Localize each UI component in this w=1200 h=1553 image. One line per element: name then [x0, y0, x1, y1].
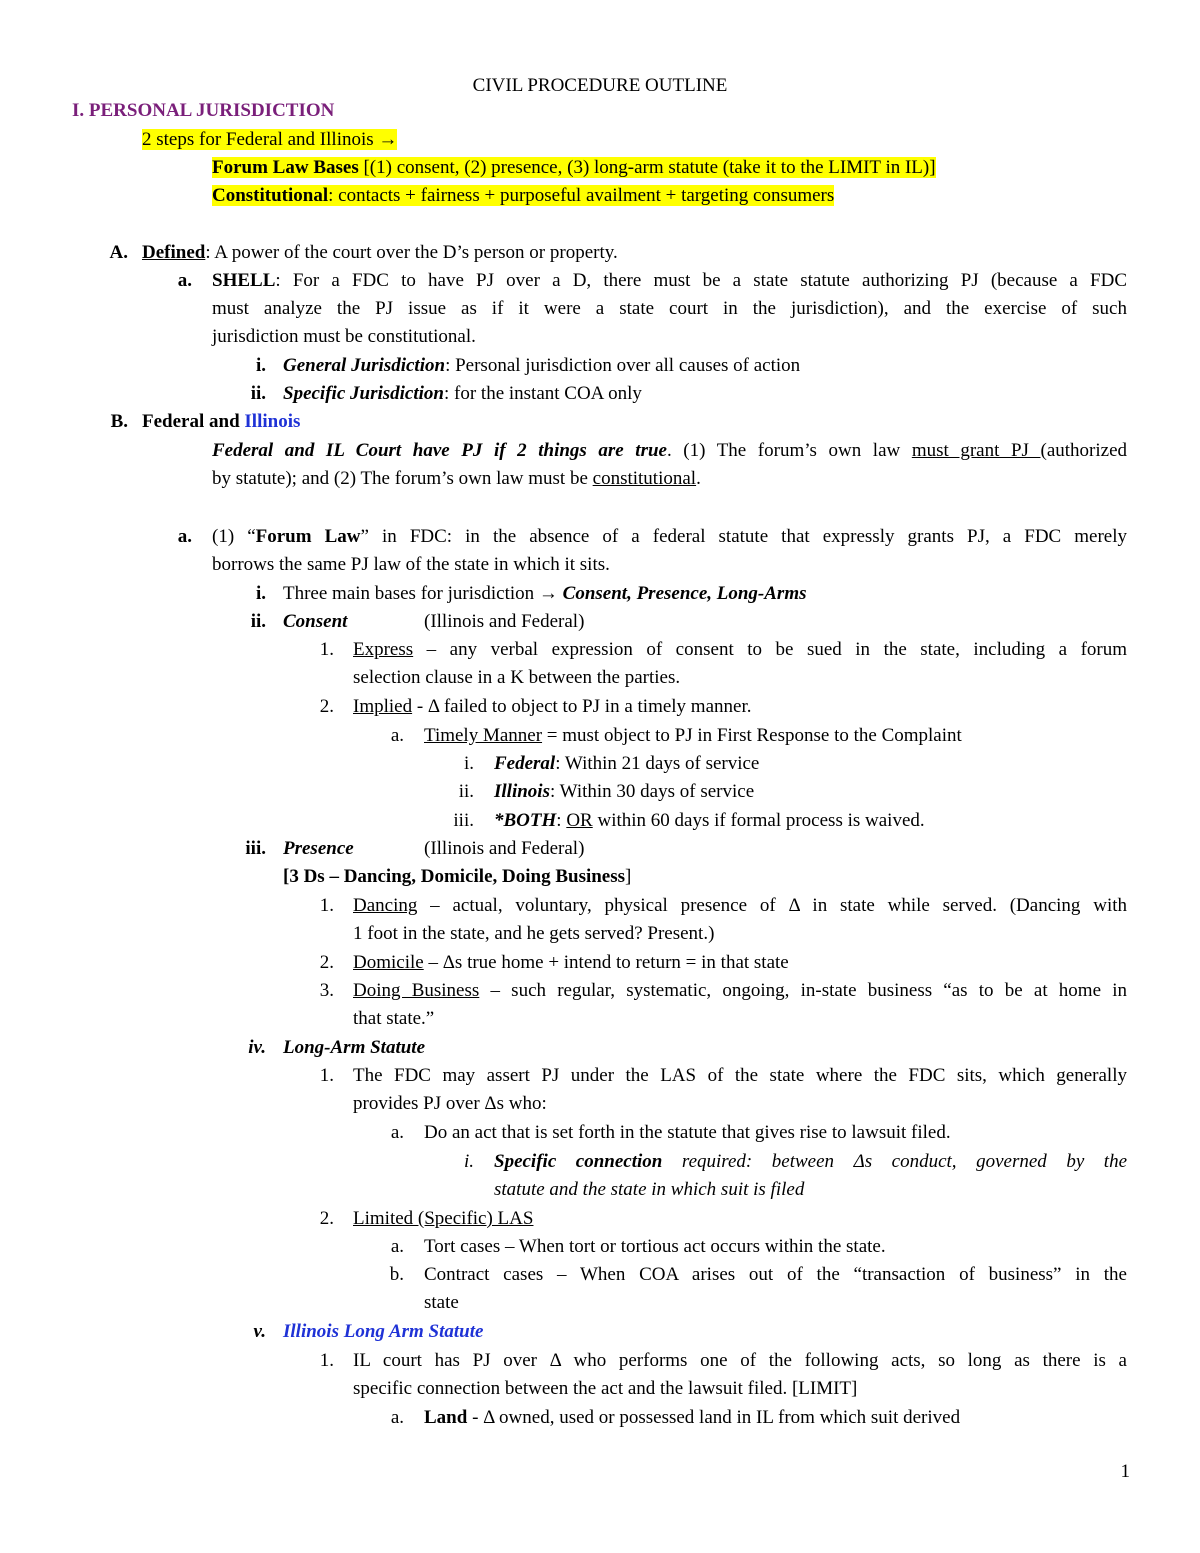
shell-line-3: jurisdiction must be constitutional.: [212, 326, 476, 347]
marker-domicile: 2.: [319, 952, 334, 973]
il-las-line-1: IL court has PJ over Δ who performs one of the following acts, so long as there is a: [353, 1350, 1127, 1371]
marker-long-arm: iv.: [248, 1037, 266, 1058]
specific-jurisdiction: Specific Jurisdiction: for the instant COA only: [283, 383, 642, 404]
long-arm-heading: Long-Arm Statute: [283, 1037, 425, 1058]
limited-las: Limited (Specific) LAS: [353, 1208, 534, 1229]
specific-connection-line-2: statute and the state in which suit is filed: [494, 1179, 805, 1200]
page-number: 1: [1120, 1461, 1130, 1482]
las-act-line: Do an act that is set forth in the statute that gives rise to lawsuit filed.: [424, 1122, 951, 1143]
marker-doing-business: 3.: [319, 980, 334, 1001]
federal-timing: Federal: Within 21 days of service: [494, 753, 760, 774]
land-line: Land - Δ owned, used or possessed land in IL from which suit derived: [424, 1407, 961, 1428]
contract-cases-line-2: state: [424, 1292, 459, 1313]
specific-connection-line-1: Specific connection required: between Δs conduct, governed by the: [494, 1151, 1127, 1172]
shell-line-1: SHELL: For a FDC to have PJ over a D, there must be a state statute authorizing PJ (because a FDC: [212, 270, 1127, 291]
marker-contract: b.: [389, 1264, 404, 1285]
marker-timely: a.: [390, 725, 404, 746]
domicile-line: Domicile – Δs true home + intend to return = in that state: [353, 952, 789, 973]
consent-paren: (Illinois and Federal): [424, 611, 585, 632]
forum-law-bases: Forum Law Bases [(1) consent, (2) presence, (3) long-arm statute (take it to the LIMIT in IL)]: [212, 157, 936, 178]
three-ds: [3 Ds – Dancing, Domicile, Doing Business]: [283, 866, 632, 887]
presence-paren: (Illinois and Federal): [424, 838, 585, 859]
both-timing: *BOTH: OR within 60 days if formal process is waived.: [494, 810, 925, 831]
document-title: CIVIL PROCEDURE OUTLINE: [472, 75, 728, 96]
marker-both: iii.: [453, 810, 474, 831]
federal-il-paragraph-2: by statute); and (2) The forum’s own law must be constitutional.: [212, 468, 701, 489]
forum-law-line-1: (1) “Forum Law” in FDC: in the absence of a federal statute that expressly grants PJ, a FDC merely: [212, 526, 1128, 547]
forum-law-line-2: borrows the same PJ law of the state in which it sits.: [212, 554, 610, 575]
dancing-line-1: Dancing – actual, voluntary, physical presence of Δ in state while served. (Dancing with: [353, 895, 1127, 916]
marker-las-1: 1.: [319, 1065, 334, 1086]
presence-heading: Presence: [283, 838, 354, 859]
express-line-2: selection clause in a K between the parties.: [353, 667, 681, 688]
dancing-line-2: 1 foot in the state, and he gets served? Present.): [353, 923, 715, 944]
il-las-line-2: specific connection between the act and the lawsuit filed. [LIMIT]: [353, 1378, 858, 1399]
marker-a-shell: a.: [177, 270, 192, 291]
marker-specific: ii.: [250, 383, 266, 404]
marker-il-long-arm: v.: [253, 1321, 266, 1342]
marker-B: B.: [110, 411, 128, 432]
marker-illinois: ii.: [458, 781, 474, 802]
marker-specific-connection: i.: [463, 1151, 474, 1172]
general-jurisdiction: General Jurisdiction: Personal jurisdiction over all causes of action: [283, 355, 801, 376]
three-bases: Three main bases for jurisdiction → Consent, Presence, Long-Arms: [283, 583, 807, 604]
marker-federal: i.: [463, 753, 474, 774]
marker-presence: iii.: [245, 838, 266, 859]
timely-manner-line: Timely Manner = must object to PJ in First Response to the Complaint: [424, 725, 962, 746]
express-line-1: Express – any verbal expression of consent to be sued in the state, including a forum: [353, 639, 1127, 660]
marker-las-1a: a.: [390, 1122, 404, 1143]
marker-consent: ii.: [250, 611, 266, 632]
marker-il-las-1: 1.: [319, 1350, 334, 1371]
right-arrow-icon: →: [538, 583, 558, 604]
marker-general: i.: [255, 355, 266, 376]
marker-limited-las: 2.: [319, 1208, 334, 1229]
tort-cases: Tort cases – When tort or tortious act occurs within the state.: [424, 1236, 886, 1257]
doing-business-line-1: Doing Business – such regular, systematic, ongoing, in-state business “as to be at home in: [353, 980, 1127, 1001]
consent-heading: Consent: [283, 611, 348, 632]
section-heading: I. PERSONAL JURISDICTION: [72, 100, 335, 121]
marker-implied: 2.: [319, 696, 334, 717]
las-line-1: The FDC may assert PJ under the LAS of the state where the FDC sits, which generally: [353, 1065, 1127, 1086]
federal-il-paragraph-1: Federal and IL Court have PJ if 2 things are true. (1) The forum’s own law must grant PJ (authorized: [212, 440, 1128, 461]
las-line-2: provides PJ over Δs who:: [353, 1093, 547, 1114]
illinois-timing: Illinois: Within 30 days of service: [494, 781, 755, 802]
shell-line-2: must analyze the PJ issue as if it were a state court in the jurisdiction), and the exercise of such: [212, 298, 1127, 319]
marker-three-bases: i.: [255, 583, 266, 604]
marker-forum-law: a.: [177, 526, 192, 547]
marker-express: 1.: [319, 639, 334, 660]
defined-line: Defined: A power of the court over the D’s person or property.: [142, 242, 618, 263]
marker-land: a.: [390, 1407, 404, 1428]
federal-illinois-heading: Federal and Illinois: [142, 411, 301, 432]
marker-tort: a.: [390, 1236, 404, 1257]
steps-intro: 2 steps for Federal and Illinois →: [142, 129, 398, 150]
doing-business-line-2: that state.”: [353, 1008, 435, 1029]
il-long-arm-heading: Illinois Long Arm Statute: [283, 1321, 484, 1342]
implied-line: Implied - Δ failed to object to PJ in a timely manner.: [353, 696, 752, 717]
constitutional-line: Constitutional: contacts + fairness + purposeful availment + targeting consumers: [212, 185, 835, 206]
contract-cases-line-1: Contract cases – When COA arises out of the “transaction of business” in the: [424, 1264, 1127, 1285]
marker-dancing: 1.: [319, 895, 334, 916]
right-arrow-icon: →: [378, 129, 398, 150]
marker-A: A.: [109, 242, 128, 263]
